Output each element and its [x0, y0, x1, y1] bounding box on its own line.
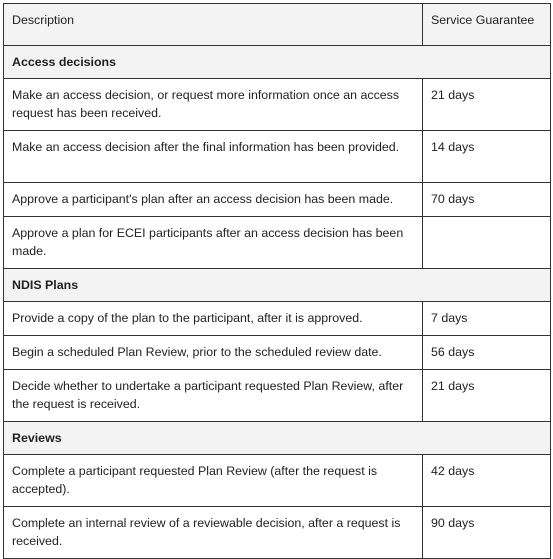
section-title: Access decisions	[4, 46, 551, 79]
row-description: Make an access decision, or request more information once an access request has been received.	[4, 79, 423, 131]
header-service-guarantee: Service Guarantee	[423, 4, 551, 46]
table-row	[4, 131, 551, 183]
row-description: Provide a copy of the plan to the participant, after it is approved.	[4, 302, 423, 336]
section-row-reviews	[4, 422, 551, 455]
row-guarantee: 70 days	[423, 183, 551, 217]
section-title: Reviews	[4, 422, 551, 455]
row-description: Approve a plan for ECEI participants after an access decision has been made.	[4, 217, 423, 269]
row-description: Complete a participant requested Plan Review (after the request is accepted).	[4, 455, 423, 507]
row-guarantee: 21 days	[423, 370, 551, 422]
row-guarantee	[423, 217, 551, 269]
table-row	[4, 79, 551, 131]
row-description: Make an access decision after the final information has been provided.	[4, 131, 423, 183]
service-guarantee-table-container	[3, 3, 551, 559]
section-title: NDIS Plans	[4, 269, 551, 302]
table-row	[4, 455, 551, 507]
table-row	[4, 302, 551, 336]
row-guarantee: 14 days	[423, 131, 551, 183]
table-row	[4, 370, 551, 422]
row-guarantee: 21 days	[423, 79, 551, 131]
section-row-access-decisions	[4, 46, 551, 79]
row-guarantee: 90 days	[423, 507, 551, 559]
row-description: Decide whether to undertake a participant requested Plan Review, after the request is received.	[4, 370, 423, 422]
table-row	[4, 217, 551, 269]
row-description: Begin a scheduled Plan Review, prior to the scheduled review date.	[4, 336, 423, 370]
table-row	[4, 336, 551, 370]
header-description: Description	[4, 4, 423, 46]
row-description: Complete an internal review of a reviewable decision, after a request is received.	[4, 507, 423, 559]
table-row	[4, 507, 551, 559]
table-row	[4, 183, 551, 217]
row-guarantee: 42 days	[423, 455, 551, 507]
row-description: Approve a participant's plan after an access decision has been made.	[4, 183, 423, 217]
row-guarantee: 56 days	[423, 336, 551, 370]
row-guarantee: 7 days	[423, 302, 551, 336]
table-header-row	[4, 4, 551, 46]
service-guarantee-table	[3, 3, 551, 559]
section-row-ndis-plans	[4, 269, 551, 302]
